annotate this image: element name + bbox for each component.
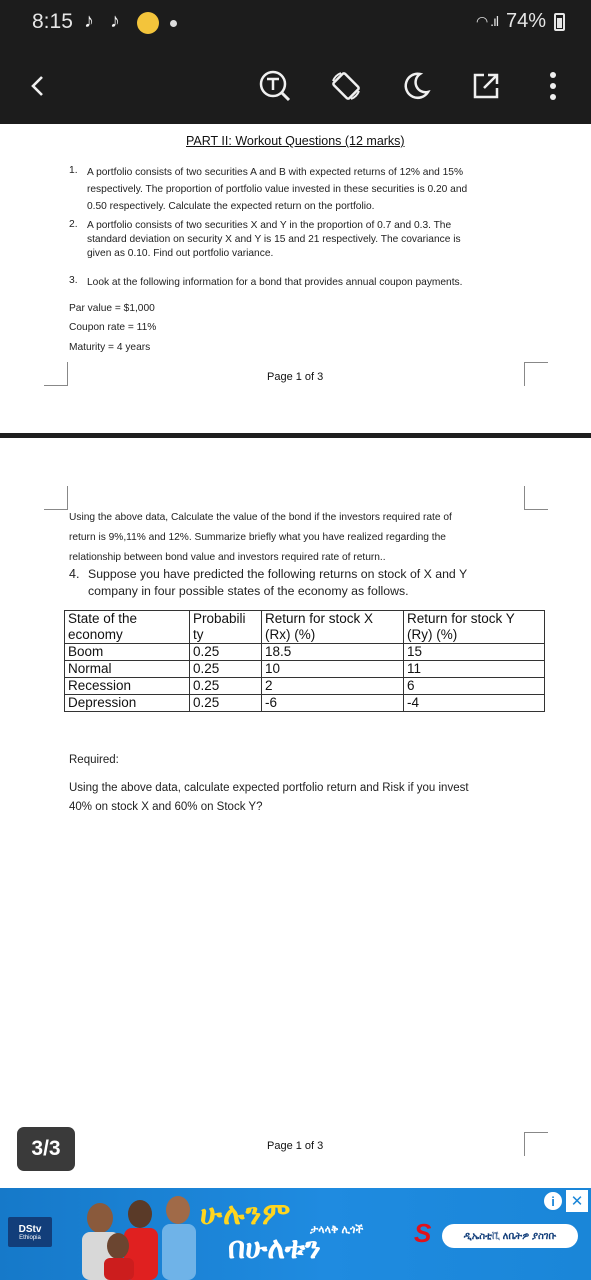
- question-2-line: standard deviation on security X and Y is 15 and 21 respectively. The covariance is: [87, 234, 461, 245]
- table-header-row: [65, 611, 545, 644]
- bond-maturity: Maturity = 4 years: [69, 342, 151, 353]
- chevron-left-icon: [26, 74, 50, 98]
- table-row: [65, 695, 545, 712]
- bond-question-continued: [69, 508, 529, 568]
- question-1-number: 1.: [69, 165, 78, 176]
- open-external-icon: [470, 70, 502, 102]
- status-time: 8:15: [32, 10, 73, 33]
- table-cell: 0.25: [190, 661, 262, 678]
- question-1-text: [87, 164, 527, 215]
- table-cell: Depression: [65, 695, 190, 712]
- night-mode-button[interactable]: [398, 68, 434, 104]
- text-search-icon: [258, 69, 292, 103]
- ad-headline: ሁሉንም: [200, 1198, 292, 1231]
- ad-subtext: ታላላቅ ሊጎች: [310, 1224, 364, 1236]
- page-number-label: Page 1 of 3: [267, 1140, 324, 1152]
- question-2-line: A portfolio consists of two securities X and Y in the proportion of 0.7 and 0.3. The: [87, 220, 452, 231]
- tiktok-notification-icon: ♪: [110, 10, 120, 32]
- supersport-logo-icon: S: [414, 1218, 432, 1248]
- question-4-number: 4.: [69, 567, 80, 581]
- page-number-label: Page 1 of 3: [267, 371, 324, 383]
- question-4-line: Suppose you have predicted the following returns on stock of X and Y: [88, 567, 468, 581]
- table-cell: 0.25: [190, 678, 262, 695]
- table-cell: 11: [404, 661, 545, 678]
- table-cell: 0.25: [190, 695, 262, 712]
- table-cell: Recession: [65, 678, 190, 695]
- ad-close-icon[interactable]: ✕: [566, 1190, 588, 1212]
- table-row: [65, 661, 545, 678]
- page-indicator-badge: 3/3: [17, 1127, 75, 1171]
- back-button[interactable]: [20, 68, 56, 104]
- auto-rotate-button[interactable]: [328, 68, 364, 104]
- table-cell: -4: [404, 695, 545, 712]
- table-header-cell: State of the economy: [65, 611, 190, 644]
- more-options-button[interactable]: [535, 68, 571, 104]
- document-page-2[interactable]: [0, 438, 591, 1188]
- table-cell: Normal: [65, 661, 190, 678]
- question-3-line: Look at the following information for a bond that provides annual coupon payments.: [87, 277, 463, 288]
- more-notifications-dot: [170, 20, 177, 27]
- tiktok-notification-icon: ♪: [84, 10, 94, 32]
- text-search-button[interactable]: [257, 68, 293, 104]
- app-notification-icon: [137, 12, 159, 34]
- bond-par-value: Par value = $1,000: [69, 303, 155, 314]
- document-page-1[interactable]: [0, 124, 591, 434]
- bond-question-line: Using the above data, Calculate the value of the bond if the investors required rate of: [69, 512, 452, 523]
- page-corner-mark: [524, 362, 548, 386]
- table-cell: -6: [262, 695, 404, 712]
- question-4-line: company in four possible states of the economy as follows.: [88, 584, 409, 598]
- football-players-image: [70, 1188, 200, 1280]
- wifi-signal-icon: ◠ .ıl: [475, 13, 498, 29]
- auto-rotate-icon: [329, 69, 363, 103]
- open-external-button[interactable]: [468, 68, 504, 104]
- question-3-text: [87, 274, 527, 291]
- required-text: [69, 779, 529, 817]
- question-2-line: given as 0.10. Find out portfolio variance.: [87, 248, 274, 259]
- table-row: [65, 678, 545, 695]
- table-cell: 0.25: [190, 644, 262, 661]
- question-3-number: 3.: [69, 275, 78, 286]
- returns-table: [64, 610, 545, 712]
- question-4-text: [88, 566, 528, 600]
- question-2-number: 2.: [69, 219, 78, 230]
- question-1-line: A portfolio consists of two securities A and B with expected returns of 12% and 15%: [87, 167, 464, 178]
- table-cell: 10: [262, 661, 404, 678]
- page-corner-mark: [524, 486, 548, 510]
- question-2-text: [87, 219, 527, 261]
- question-1-line: 0.50 respectively. Calculate the expected return on the portfolio.: [87, 201, 375, 212]
- more-vertical-icon: [548, 71, 558, 101]
- ad-banner[interactable]: [0, 1188, 591, 1280]
- table-cell: 2: [262, 678, 404, 695]
- bond-question-line: return is 9%,11% and 12%. Summarize briefly what you have realized regarding the: [69, 532, 446, 543]
- table-row: [65, 644, 545, 661]
- ad-controls: [542, 1190, 588, 1212]
- night-mode-icon: [400, 70, 432, 102]
- required-label: Required:: [69, 754, 119, 766]
- ad-headline-2: በሁለቱን: [228, 1232, 321, 1265]
- ad-info-icon[interactable]: i: [542, 1190, 564, 1212]
- page-corner-mark: [44, 362, 68, 386]
- battery-icon: [554, 13, 565, 31]
- dstv-logo: DStv Ethiopia: [8, 1217, 52, 1247]
- top-app-bar: [0, 0, 591, 124]
- page-corner-mark: [44, 486, 68, 510]
- section-heading: PART II: Workout Questions (12 marks): [186, 134, 405, 148]
- table-cell: 15: [404, 644, 545, 661]
- table-cell: 18.5: [262, 644, 404, 661]
- table-cell: 6: [404, 678, 545, 695]
- table-header-cell: Probabili ty: [190, 611, 262, 644]
- battery-percentage: 74%: [505, 10, 546, 32]
- required-line: Using the above data, calculate expected portfolio return and Risk if you invest: [69, 782, 469, 794]
- status-right: [476, 10, 565, 33]
- bond-coupon-rate: Coupon rate = 11%: [69, 322, 157, 333]
- ad-cta-button[interactable]: ዲኤስቲቪ ለቤትዎ ያስገቡ: [442, 1224, 578, 1248]
- required-line: 40% on stock X and 60% on Stock Y?: [69, 801, 263, 813]
- page-corner-mark: [524, 1132, 548, 1156]
- table-header-cell: Return for stock Y (Ry) (%): [404, 611, 545, 644]
- question-1-line: respectively. The proportion of portfolio value invested in these securities is 0.20 and: [87, 184, 468, 195]
- bond-question-line: relationship between bond value and investors required rate of return..: [69, 552, 386, 563]
- table-cell: Boom: [65, 644, 190, 661]
- table-header-cell: Return for stock X (Rx) (%): [262, 611, 404, 644]
